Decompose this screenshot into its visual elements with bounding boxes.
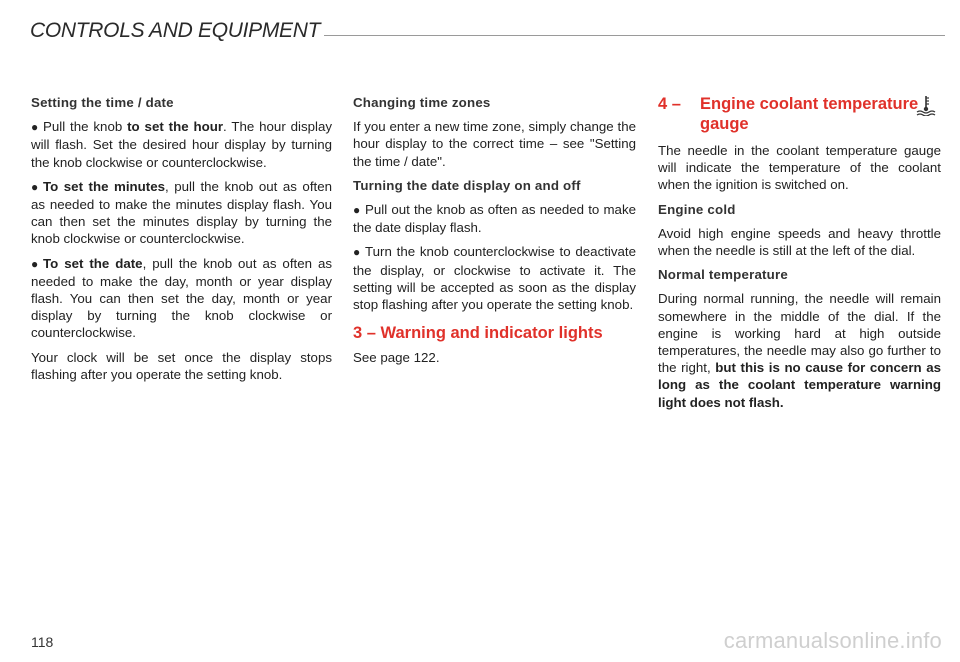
- paragraph-engine-cold: Avoid high engine speeds and heavy throttle when the needle is still at the left of the dial.: [658, 225, 941, 259]
- heading-date-display: Turning the date display on and off: [353, 177, 581, 193]
- bullet-icon: ●: [31, 256, 39, 271]
- paragraph-normal-temperature: During normal running, the needle will remain somewhere in the middle of the dial. If the engine is working hard at high outside temperatures, the needle may also go further to the right, but this is no cause for concern as long as the coolant temperature warning light does not flash.: [658, 291, 942, 410]
- page-header: [30, 14, 945, 44]
- paragraph-set-hour: ● Pull the knob to set the hour. The hour display will flash. Set the desired hour display by turning the knob clockwise or counterclockwise.: [31, 119, 333, 170]
- paragraph-see-page: See page 122.: [353, 350, 440, 366]
- header-rule: [324, 35, 945, 36]
- section-number: 4 –: [658, 95, 681, 113]
- paragraph-clock-set: Your clock will be set once the display stops flashing after you operate the setting knob.: [31, 349, 332, 382]
- page-number: 118: [31, 634, 54, 650]
- section-title: CONTROLS AND EQUIPMENT: [30, 19, 321, 42]
- paragraph-set-minutes: ● To set the minutes, pull the knob out as often as needed to make the minutes display flash. You can then set the minutes display by turning the knob clockwise or counterclockwise.: [31, 178, 332, 247]
- bullet-icon: ●: [31, 179, 39, 194]
- paragraph-time-zones: If you enter a new time zone, simply change the hour display to the correct time – see "Setting the time / date".: [353, 119, 636, 169]
- watermark: carmanualsonline.info: [723, 628, 942, 653]
- bullet-icon: ●: [353, 245, 361, 260]
- paragraph-turn-knob: ● Turn the knob counterclockwise to deactivate the display, or clockwise to activate it. The setting will be accepted as soon as the display stop flashing after you operate the setting knob.: [353, 244, 636, 313]
- column-1: [31, 94, 332, 390]
- paragraph-pull-knob: ● Pull out the knob as often as needed to make the date display flash.: [353, 202, 636, 236]
- paragraph-coolant-needle: The needle in the coolant temperature gauge will indicate the temperature of the coolant when the ignition is switched on.: [658, 143, 941, 193]
- paragraph-set-date: ● To set the date, pull the knob out as often as needed to make the day, month or year display flash. You can then set the day, month or year display by turning the knob clockwise or counterclockwise.: [31, 255, 332, 341]
- heading-warning-lights: 3 – Warning and indicator lights: [353, 324, 603, 343]
- bullet-icon: ●: [353, 203, 361, 218]
- column-3: [658, 94, 941, 418]
- heading-setting-time: Setting the time / date: [31, 95, 174, 110]
- heading-time-zones: Changing time zones: [353, 95, 491, 110]
- heading-engine-cold: Engine cold: [658, 201, 736, 217]
- column-2: [353, 94, 636, 373]
- bullet-icon: ●: [31, 120, 39, 135]
- coolant-temperature-icon: [915, 94, 937, 116]
- section-title-coolant: Engine coolant temperature gauge: [700, 95, 919, 133]
- heading-normal-temperature: Normal temperature: [658, 267, 788, 283]
- heading-coolant-gauge: [658, 94, 941, 134]
